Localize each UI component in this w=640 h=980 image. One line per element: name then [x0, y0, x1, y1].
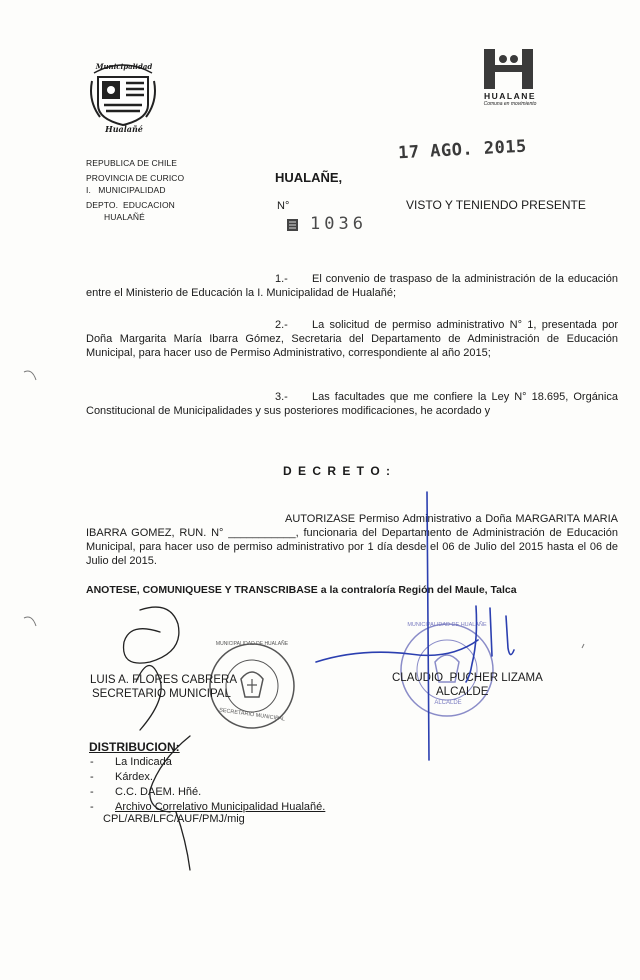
consideration-number: 2.- [275, 319, 288, 331]
initials-line: CPL/ARB/LFC/AUF/PMJ/mig [103, 813, 245, 825]
sender-line: REPUBLICA DE CHILE [86, 158, 178, 168]
consideration-number: 1.- [275, 273, 288, 285]
consideration-text: El convenio de traspaso de la administración de la educación entre el Ministerio de Educación la I. Municipalidad de Hualañé; [86, 273, 618, 299]
sender-line: DEPTO. EDUCACION [86, 200, 175, 210]
consideration-text: Las facultades que me confiere la Ley N° 18.695, Orgánica Constitucional de Municipalidades y sus posteriores modificaciones, he acordado y [86, 391, 618, 417]
closing-line: ANOTESE, COMUNIQUESE Y TRANSCRIBASE a la contraloría Región del Maule, Talca [86, 584, 517, 596]
date-stamp: 17 AGO. 2015 [397, 136, 528, 164]
logo-name: HUALANE [483, 91, 537, 101]
seal-top-text: Municipalidad [95, 62, 153, 71]
seal-bottom-text: Hualañé [105, 124, 143, 134]
signature-icon [124, 607, 190, 870]
distribution-title: DISTRIBUCION: [89, 740, 180, 754]
list-item: - C.C. DAEM. Hñé. [90, 785, 390, 799]
list-item: - Kárdex. [90, 770, 390, 784]
pen-line-icon [316, 492, 514, 760]
decree-number: 1036 [310, 214, 367, 234]
secretary-stamp-top: MUNICIPALIDAD DE HUALAÑE [215, 641, 289, 647]
consideration-text: La solicitud de permiso administrativo N° 1, presentada por Doña Margarita María Ibarra Gómez, Secretaria del Departamento de Administración de Educación Municipal, para hacer uso de Permiso Administrativo, correspondiente al año 2015; [86, 319, 618, 359]
list-item: - Archivo Correlativo Municipalidad Hualañé. [90, 800, 390, 814]
list-item: - La Indicada [90, 755, 390, 769]
sender-line: PROVINCIA DE CURICO [86, 173, 185, 183]
mayor-stamp-top: MUNICIPALIDAD DE HUALAÑE [407, 622, 487, 628]
mayor-name: CLAUDIO PUCHER LIZAMA [392, 672, 543, 684]
consideration-number: 3.- [275, 391, 288, 403]
mayor-stamp-bottom: ALCALDE [434, 700, 462, 706]
secretary-title: SECRETARIO MUNICIPAL [92, 688, 231, 700]
secretary-name: LUIS A. FLORES CABRERA [90, 674, 237, 686]
number-label: N° [277, 200, 290, 212]
logo-slogan: Comuna en movimiento [483, 101, 537, 107]
visto-heading: VISTO Y TENIENDO PRESENTE [406, 198, 586, 212]
city-heading: HUALAÑE, [275, 170, 343, 185]
secretary-stamp-bottom: SECRETARIO MUNICIPAL [218, 707, 286, 723]
decree-text: AUTORIZASE Permiso Administrativo a Doña MARGARITA MARIA IBARRA GOMEZ, RUN. N° ___________, funcionaria del Departamento de Administración de Educación Municipal, para hacer uso de permiso administrativo por 1 día desde el 06 de Julio del 2015 hasta el 06 de Julio del 2015. [86, 513, 618, 567]
scan-mark-icon [24, 371, 584, 648]
sender-line: HUALAÑÉ [104, 212, 145, 222]
decree-title: D E C R E T O : [283, 464, 392, 478]
mayor-title: ALCALDE [436, 686, 489, 698]
sender-line: I. MUNICIPALIDAD [86, 185, 166, 195]
